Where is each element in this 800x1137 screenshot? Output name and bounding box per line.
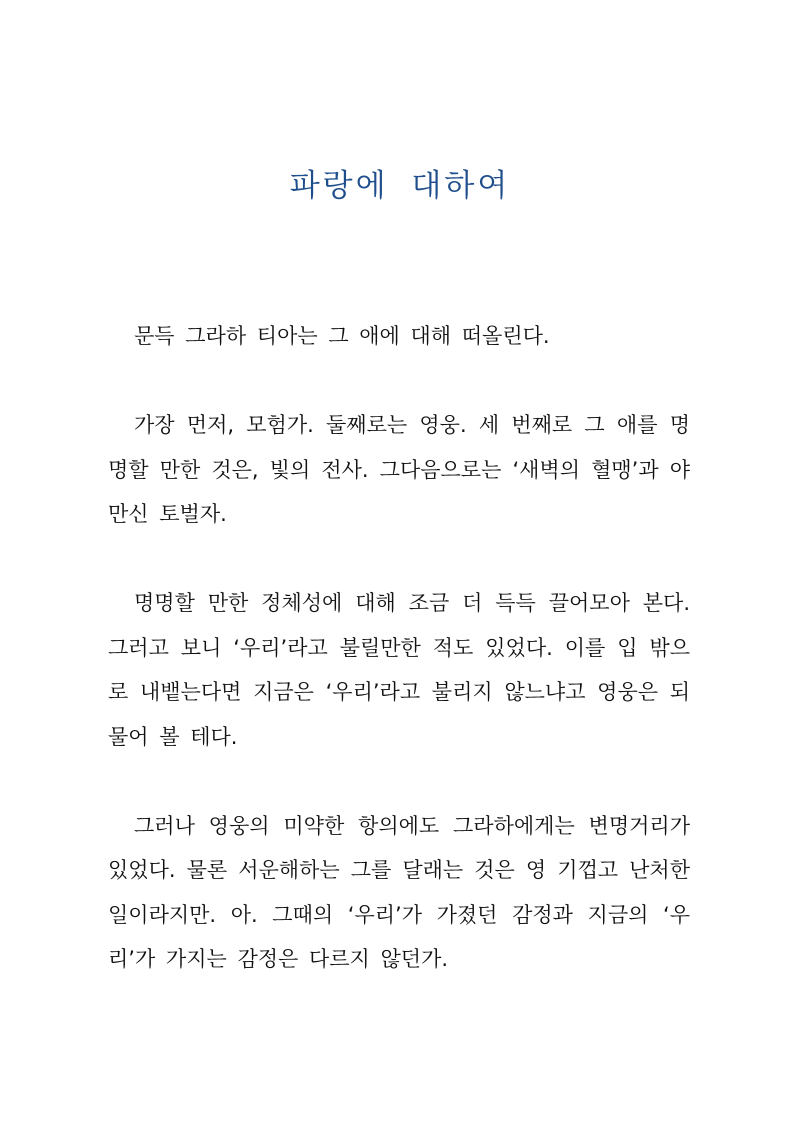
- document-body: [108, 314, 690, 982]
- paragraph-4: 그러나 영웅의 미약한 항의에도 그라하에게는 변명거리가 있었다. 물론 서운해하는 그를 달래는 것은 영 기껍고 난처한 일이라지만. 아. 그때의 ‘우리’가 가졌던 감정과 지금의 ‘우리’가 가지는 감정은 다르지 않던가.: [108, 813, 690, 971]
- paragraph-3: 명명할 만한 정체성에 대해 조금 더 득득 끌어모아 본다. 그러고 보니 ‘우리’라고 불릴만한 적도 있었다. 이를 입 밖으로 내뱉는다면 지금은 ‘우리’라고 불리지 않느냐고 영웅은 되물어 볼 테다.: [108, 591, 690, 749]
- paragraph-1: 문득 그라하 티아는 그 애에 대해 떠올린다.: [134, 324, 550, 348]
- page-title: 파랑에 대하여: [289, 168, 511, 204]
- paragraph-2: 가장 먼저, 모험가. 둘째로는 영웅. 세 번째로 그 애를 명명할 만한 것은, 빛의 전사. 그다음으로는 ‘새벽의 혈맹’과 야만신 토벌자.: [108, 413, 690, 526]
